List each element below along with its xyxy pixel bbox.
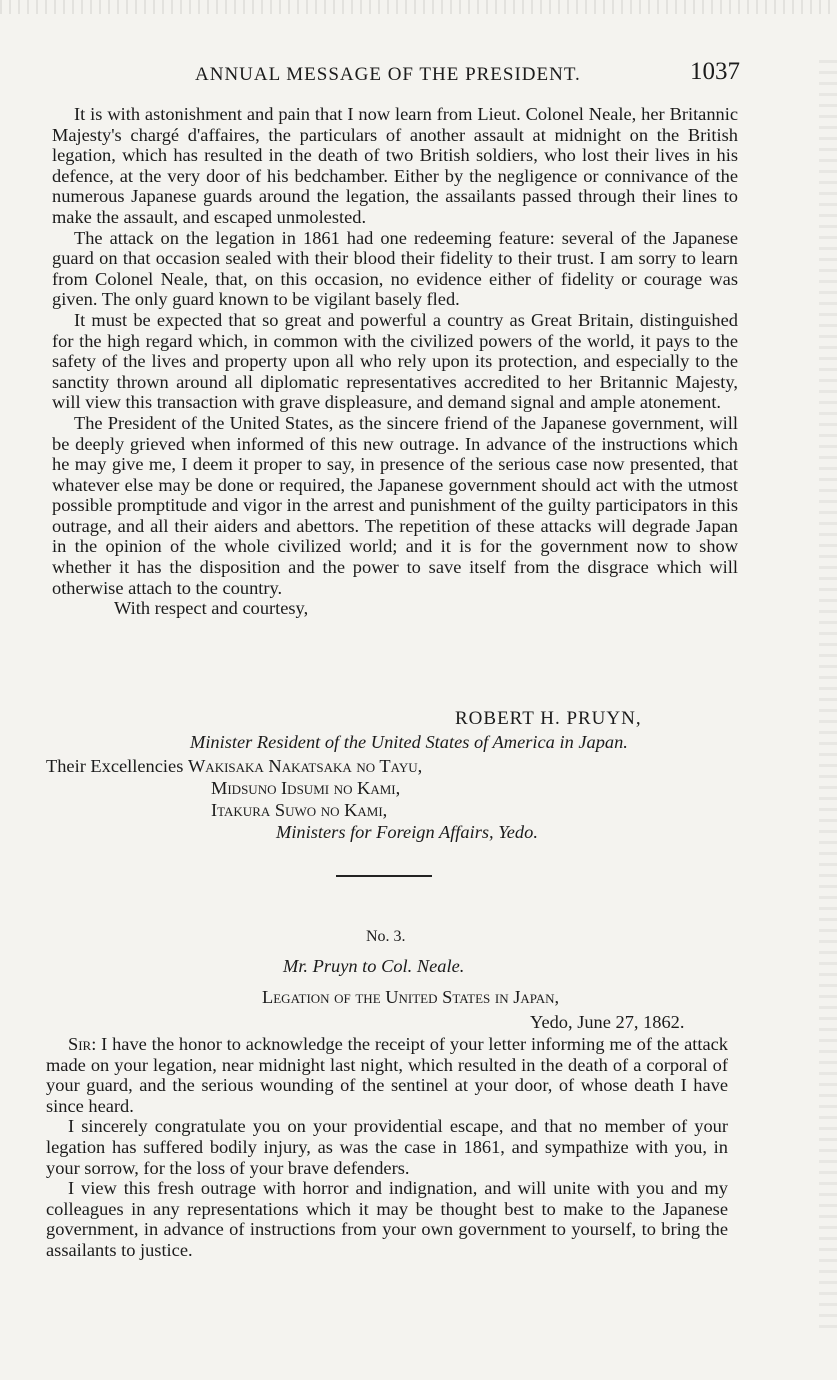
letter2-body [46,1034,728,1261]
addressee-name: Wakisaka Nakatsaka no Tayu, [187,756,423,776]
addressee-line [46,755,538,777]
salutation: Sir: [68,1034,97,1054]
paragraph: The President of the United States, as the sincere friend of the Japanese government, will be deeply grieved when informed of this new outrage. In advance of the instructions which he may give me, I deem it proper to say, in presence of the serious case now presented, that whatever else may be done or required, the Japanese government should act with the utmost possible promptitude and vigor in the arrest and punishment of the guilty participators in this outrage, and all their aiders and abettors. The repetition of these attacks will degrade Japan in the opinion of the whole civilized world; and it is for the government now to show whether it has the disposition and the power to save itself from the disgrace which will otherwise attach to the country. [52,412,738,598]
section-divider [336,875,432,877]
addressee-office: Ministers for Foreign Affairs, Yedo. [276,822,538,842]
scan-edge-right [819,60,837,1330]
sender-location: Legation of the United States in Japan, [262,987,560,1007]
document-number: No. 3. [366,928,406,945]
paragraph-text: I have the honor to acknowledge the receipt of your letter informing me of the attack made on your legation, near midnight last night, which resulted in the death of a corporal of your guard, and the serious wounding of the sentinel at your door, of whose death I have since heard. [46,1034,728,1116]
signature: ROBERT H. PRUYN, [455,708,642,729]
letter-date: Yedo, June 27, 1862. [530,1012,685,1032]
paragraph [46,1034,728,1116]
page-header [55,58,740,92]
paragraph: I sincerely congratulate you on your providential escape, and that no member of your legation has suffered bodily injury, as was the case in 1861, and sympathize with you, in your sorrow, for the loss of your brave defenders. [46,1116,728,1178]
signature-title: Minister Resident of the United States of America in Japan. [190,732,628,752]
scan-edge-top [0,0,837,14]
letter1-body [52,104,738,619]
paragraph: It must be expected that so great and powerful a country as Great Britain, distinguished for the high regard which, in common with the civilized powers of the world, it pays to the safety of the lives and property upon all who rely upon its protection, and especially to the sanctity thrown around all diplomatic representatives accredited to her Britannic Majesty, will view this transaction with grave displeasure, and demand signal and ample atonement. [52,309,738,413]
addressee-block [46,755,538,843]
page-number: 1037 [690,58,740,85]
paragraph: It is with astonishment and pain that I now learn from Lieut. Colonel Neale, her Britannic Majesty's chargé d'affaires, the particulars of another assault at midnight on the British legation, which has resulted in the death of two British soldiers, who lost their lives in his defence, at the very door of his bedchamber. Either by the negligence or connivance of the numerous Japanese guards around the legation, the assailants passed through their lines to make the assault, and escaped unmolested. [52,104,738,227]
addressee-line: Midsuno Idsumi no Kami, [211,778,401,798]
closing: With respect and courtesy, [114,598,309,619]
paragraph: The attack on the legation in 1861 had one redeeming feature: several of the Japanese guard on that occasion sealed with their blood their fidelity to their trust. I am sorry to learn from Colonel Neale, that, on this occasion, no evidence either of fidelity or courage was given. The only guard known to be vigilant basely fled. [52,227,738,310]
paragraph: I view this fresh outrage with horror and indignation, and will unite with you and my colleagues in any representations which it may be thought best to make to the Japanese government, in advance of instructions from your own government to yourself, to bring the assailants to justice. [46,1178,728,1260]
running-title: ANNUAL MESSAGE OF THE PRESIDENT. [195,64,581,85]
addressee-line: Itakura Suwo no Kami, [211,800,388,820]
addressee-prefix: Their Excellencies [46,756,188,776]
document-title: Mr. Pruyn to Col. Neale. [283,956,465,976]
